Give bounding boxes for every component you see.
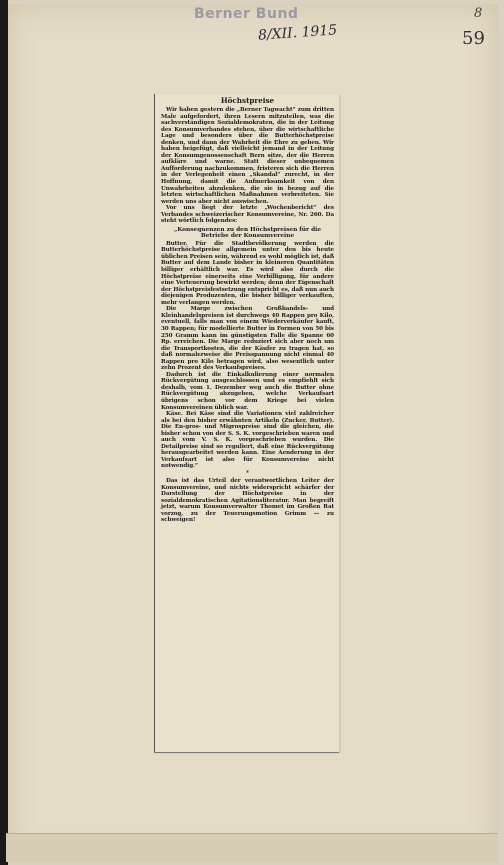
newspaper-stamp: Berner Bund [194,6,299,22]
quote-paragraph: Käse. Bei Käse sind die Variationen viel zahlreicher als bei den bisher erwähnten Artikeln (Zucker, Butter). Die En-gros- und Migrospreise sind die gleichen, die bisher schon von der S. S. K. vorgeschrieben waren und auch vom V. S. K. vorgeschrieben wurden. Die Detailpreise sind so reguliert, daß eine Rückvergütung herausgearbeitet werden kann. Eine Aenderung in der Verkaufsart ist also für Konsumvereine nicht notwendig.“ [161,411,334,470]
scan-edge [0,0,8,865]
closing-paragraph: Das ist das Urteil der verantwortlichen Leiter der Konsumvereine, und nichts widerspricht schärfer der Darstellung der Höchstpreise in der sozialdemokratischen Agitationsliteratur. Man begreift jetzt, warum Konsumverwalter Thomet im Großen Rat vorzog, zu der Teuerungsmotion Grimm — zu schweigen! [161,477,334,524]
article-paragraph: Vor uns liegt der letzte „Wochenbericht“ des Verbandes schweizerischer Konsumvereine, Nr. 260. Da steht wörtlich folgendes: [161,205,334,225]
section-separator: * [246,469,249,477]
quote-paragraph: Dadurch ist die Einkalkulierung einer normalen Rückvergütung ausgeschlossen und es empfiehlt sich deshalb, vom 1. Dezember weg auch die Butter ohne Rückvergütung abzugeben, welche Verkaufsart übrigens schon vor dem Kriege bei vielen Konsumvereinen üblich war. [161,371,334,411]
corner-mark: 8 [474,6,483,21]
article-paragraph: Wir haben gestern die „Berner Tagwacht“ zum dritten Male aufgefordert, ihren Lesern mitzuteilen, was die sachverständigen Sozialdemokraten, die in der Leitung des Konsumverbandes stehen, über die wirtschaftliche Lage und besonders über die Butterhöchstpreise denken, und dann der Wahrheit die Ehre zu geben. Wir haben beigefügt, daß vielleicht jemand in der Leitung der Konsumgenossenschaft Bern sitze, der die Herren aufkläre und warne. Statt dieser unbequemen Aufforderung nachzukommen, fristeren sich die Herren in der Verlegenheit einen „Skandal“ zurecht, in der Hoffnung, damit die Aufmerksamkeit von den Unwahrheiten abzulenken, die sie in bezug auf die letzten wirtschaftlichen Maßnahmen verbreiteten. Sie werden uns aber nicht auswischen. [161,107,334,205]
quote-paragraph: Butter. Für die Stadtbevölkerung werden die Butterhöchstpreise allgemein unter den bis heute üblichen Preisen sein, während es wohl möglich ist, daß Butter auf dem Lande bisher in kleineren Quantitäten billiger erhältlich war. Es wird also durch die Höchstpreise einerseits eine Verbilligung, für andere eine Verteuerung bewirkt werden; denn der Eigenschaft der Höchstpreisfestsetzung entspricht es, daß nun auch diejenigen Produzenten, die bisher billiger verkauften, mehr verlangen werden. [161,240,334,306]
newspaper-clipping [154,94,339,752]
handwritten-date: 8/XII. 1915 [257,22,338,44]
quote-heading: „Konsequenzen zu den Höchstpreisen für die Betriebe der Konsumvereine [173,226,322,240]
page-number: 59 [462,28,485,49]
folded-bottom-strip [6,833,498,862]
quote-paragraph: Die Marge zwischen Großhandels- und Kleinhandelspreisen ist durchwegs 40 Rappen pro Kilo, eventuell, falls man von einem Wiederverkäufer kauft, 30 Rappen; für modellierte Butter in Formen von 50 bis 250 Gramm kann im günstigsten Falle die Spanne 60 Rp. erreichen. Die Marge reduziert sich aber noch um die Transportkosten, die der Käufer zu tragen hat, so daß normalerweise die Preisspannung nicht einmal 40 Rappen pro Kilo betragen wird, also wesentlich unter zehn Prozent des Verkaufspreises. [161,306,334,372]
clipping-bottom-edge [154,752,339,757]
article-title: Höchstpreise [220,96,275,105]
